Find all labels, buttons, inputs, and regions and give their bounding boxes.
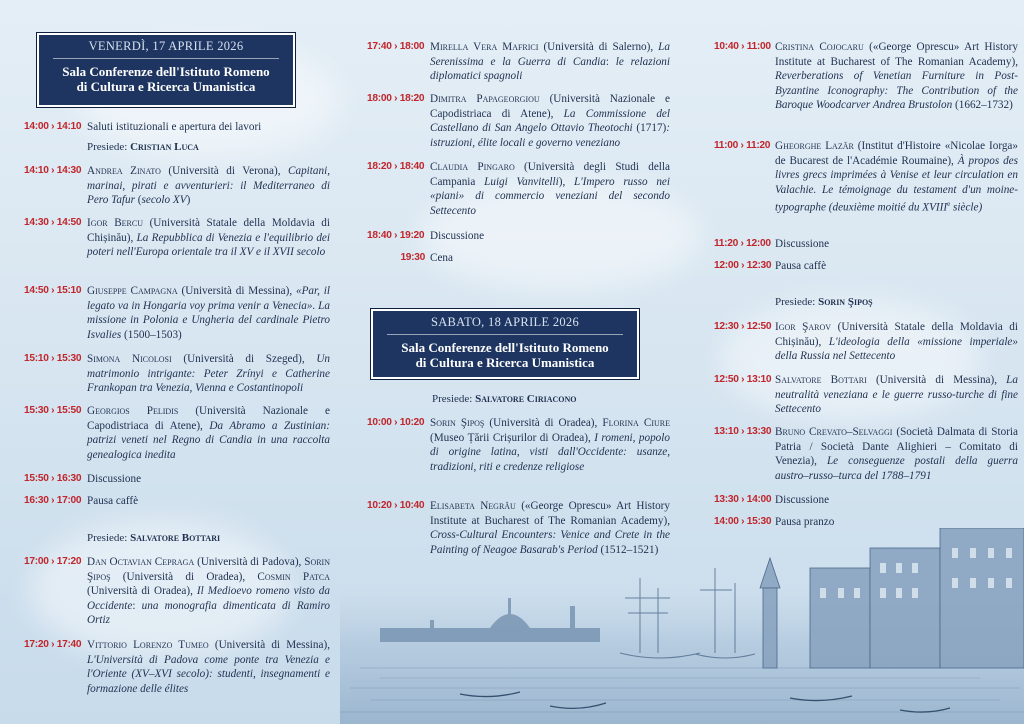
time-slot: 19:30 <box>400 252 425 263</box>
time-slot: 15:30 › 15:50 <box>24 405 82 416</box>
entry-text: Cena <box>430 252 453 264</box>
time-slot: 10:20 › 10:40 <box>367 500 425 511</box>
day-banner-friday <box>36 32 296 108</box>
banner-hall-line2: di Cultura e Ricerca Umanistica <box>76 79 256 94</box>
time-slot: 15:50 › 16:30 <box>24 473 82 484</box>
time-slot: 13:30 › 14:00 <box>714 494 772 505</box>
entry-text: Pausa pranzo <box>775 516 835 528</box>
banner-date: VENERDÌ, 17 APRILE 2026 <box>88 39 244 53</box>
entry-text: Elisabeta Negrău («George Oprescu» Art History Institute at Bucharest of The Romanian Academy), Cross-Cultural Encounters: Venice and Crete in the Painting of Neagoe Basarab's Period (1512–1521) <box>430 500 670 556</box>
entry-text: Pausa caffè <box>775 260 827 272</box>
time-slot: 14:50 › 15:10 <box>24 285 82 296</box>
time-slot: 18:40 › 19:20 <box>367 230 425 241</box>
entry-text: Dimitra Papageorgiou (Università Nazionale e Capodistriaca di Atene), La Commissione del Castellano di San Angelo Ottavio Theotochi (1717): istruzioni, élite locali e governo veneziano <box>430 93 670 149</box>
time-slot: 12:30 › 12:50 <box>714 321 772 332</box>
entry-text: Saluti istituzionali e apertura dei lavori <box>87 121 262 133</box>
entry-text: Gheorghe Lazăr (Institut d'Histoire «Nicolae Iorga» de Bucarest de l'Académie Roumaine), À propos des livres grecs imprimées à Venise et leur circulation en Valachie. Le témoignage du testament d'un moine-typographe (deuxième moitié du XVIIIe siècle) <box>775 140 1018 214</box>
time-slot: 16:30 › 17:00 <box>24 495 82 506</box>
time-slot: 11:00 › 11:20 <box>714 140 771 151</box>
chair-name: Sorin Şipoş <box>818 296 873 308</box>
time-slot: 10:00 › 10:20 <box>367 417 425 428</box>
entry-text: Igor Şarov (Università Statale della Moldavia di Chișinău), L'ideologia della «missione imperiale» della Russia nel Settecento <box>775 321 1018 362</box>
entry-text: Claudia Pingaro (Università degli Studi della Campania Luigi Vanvitelli), L'Impero russo nei «piani» di commercio veneziani del secondo Settecento <box>430 161 670 217</box>
entry-text: Georgios Pelidis (Università Nazionale e Capodistriaca di Atene), Da Abramo a Zustinian: patrizi veneti nel Regno di Candia in una raccolta genealogica inedita <box>87 405 330 461</box>
time-slot: 18:20 › 18:40 <box>367 161 425 172</box>
entry-text: Salvatore Bottari (Università di Messina), La neutralità veneziana e le guerre russo-turche di fine Settecento <box>775 374 1018 415</box>
time-slot: 13:10 › 13:30 <box>714 426 772 437</box>
entry-text: Mirella Vera Mafrici (Università di Salerno), La Serenissima e la Guerra di Candia: le relazioni diplomatici spagnoli <box>430 41 670 82</box>
banner-hall-line1: Sala Conferenze dell'Istituto Romeno <box>401 340 609 355</box>
entry-text: Giuseppe Campagna (Università di Messina), «Par, il legato va in Hongaria voy prima venir a Venecia». La missione in Polonia e Ungheria del cardinale Pietro Isvalies (1500–1503) <box>87 285 330 341</box>
entry-text: Vittorio Lorenzo Tumeo (Università di Messina), L'Università di Padova come ponte tra Venezia e l'Oriente (XV–XVI secolo): studenti, insegnamenti e formazione delle élites <box>87 639 331 695</box>
chair-label: Presiede: Salvatore Bottari <box>87 532 221 544</box>
banner-hall-line2: di Cultura e Ricerca Umanistica <box>415 355 595 370</box>
chair-name: Cristian Luca <box>130 141 199 153</box>
time-slot: 17:00 › 17:20 <box>24 556 82 567</box>
entry-text: Discussione <box>775 238 830 250</box>
chair-label: Presiede: Salvatore Ciriacono <box>432 393 577 405</box>
time-slot: 14:00 › 14:10 <box>24 121 82 132</box>
entry-text: Cristina Cojocaru («George Oprescu» Art History Institute at Bucharest of The Romanian Academy), Reverberations of Venetian Furniture in Post-Byzantine Iconography: The Contribution of the Baroque Woodcarver Andrea Brustolon (1662–1732) <box>775 41 1018 111</box>
time-slot: 17:20 › 17:40 <box>24 639 82 650</box>
chair-name: Salvatore Bottari <box>130 532 221 544</box>
column-1 <box>0 0 340 724</box>
entry-text: Pausa caffè <box>87 495 139 507</box>
entry-text: Bruno Crevato–Selvaggi (Società Dalmata di Storia Patria / Società Dante Alighieri – Comitato di Venezia), Le conseguenze postali della guerra austro–russo–turca del 1788–1791 <box>775 426 1018 482</box>
time-slot: 14:00 › 15:30 <box>714 516 772 527</box>
time-slot: 11:20 › 12:00 <box>714 238 771 249</box>
time-slot: 10:40 › 11:00 <box>714 41 771 52</box>
time-slot: 18:00 › 18:20 <box>367 93 425 104</box>
column-3 <box>690 0 1024 724</box>
entry-text: Andrea Zinato (Università di Verona), Capitani, marinai, pirati e avventurieri: il Mediterraneo di Pero Tafur (secolo XV) <box>87 165 330 206</box>
time-slot: 17:40 › 18:00 <box>367 41 425 52</box>
chair-label: Presiede: Cristian Luca <box>87 141 199 153</box>
time-slot: 15:10 › 15:30 <box>24 353 82 364</box>
time-slot: 14:30 › 14:50 <box>24 217 82 228</box>
time-slot: 12:00 › 12:30 <box>714 260 772 271</box>
chair-name: Salvatore Ciriacono <box>475 393 577 405</box>
entry-text: Simona Nicolosi (Università di Szeged), Un matrimonio intrigante: Peter Zrínyi e Catherine Frankopan tra Venezia, Vienna e Costantinopoli <box>87 353 331 394</box>
day-banner-saturday <box>370 308 640 380</box>
banner-date: SABATO, 18 APRILE 2026 <box>430 315 580 329</box>
entry-text: Discussione <box>430 230 485 242</box>
time-slot: 14:10 › 14:30 <box>24 165 82 176</box>
time-slot: 12:50 › 13:10 <box>714 374 772 385</box>
entry-text: Dan Octavian Cepraga (Università di Padova), Sorin Şipoş (Università di Oradea), Cosmin Patca (Università di Oradea), Il Medioevo romeno visto da Occidente: una monografia dimenticata di Ramiro Ortiz <box>87 556 330 626</box>
entry-text: Discussione <box>87 473 142 485</box>
banner-hall-line1: Sala Conferenze dell'Istituto Romeno <box>62 64 270 79</box>
entry-text: Discussione <box>775 494 830 506</box>
chair-label: Presiede: Sorin Şipoş <box>775 296 873 308</box>
entry-text: Sorin Şipoş (Università di Oradea), Florina Ciure (Museo Țării Crișurilor di Oradea), I romeni, popolo di origine latina, visti dall'Occidente: usanze, tradizioni, riti e credenze religiose <box>430 417 670 473</box>
column-2 <box>345 0 675 724</box>
entry-text: Igor Bercu (Università Statale della Moldavia di Chișinău), La Repubblica di Venezia e l'equilibrio dei poteri nell'Europa orientale tra il XV e il XVII secolo <box>87 217 330 258</box>
